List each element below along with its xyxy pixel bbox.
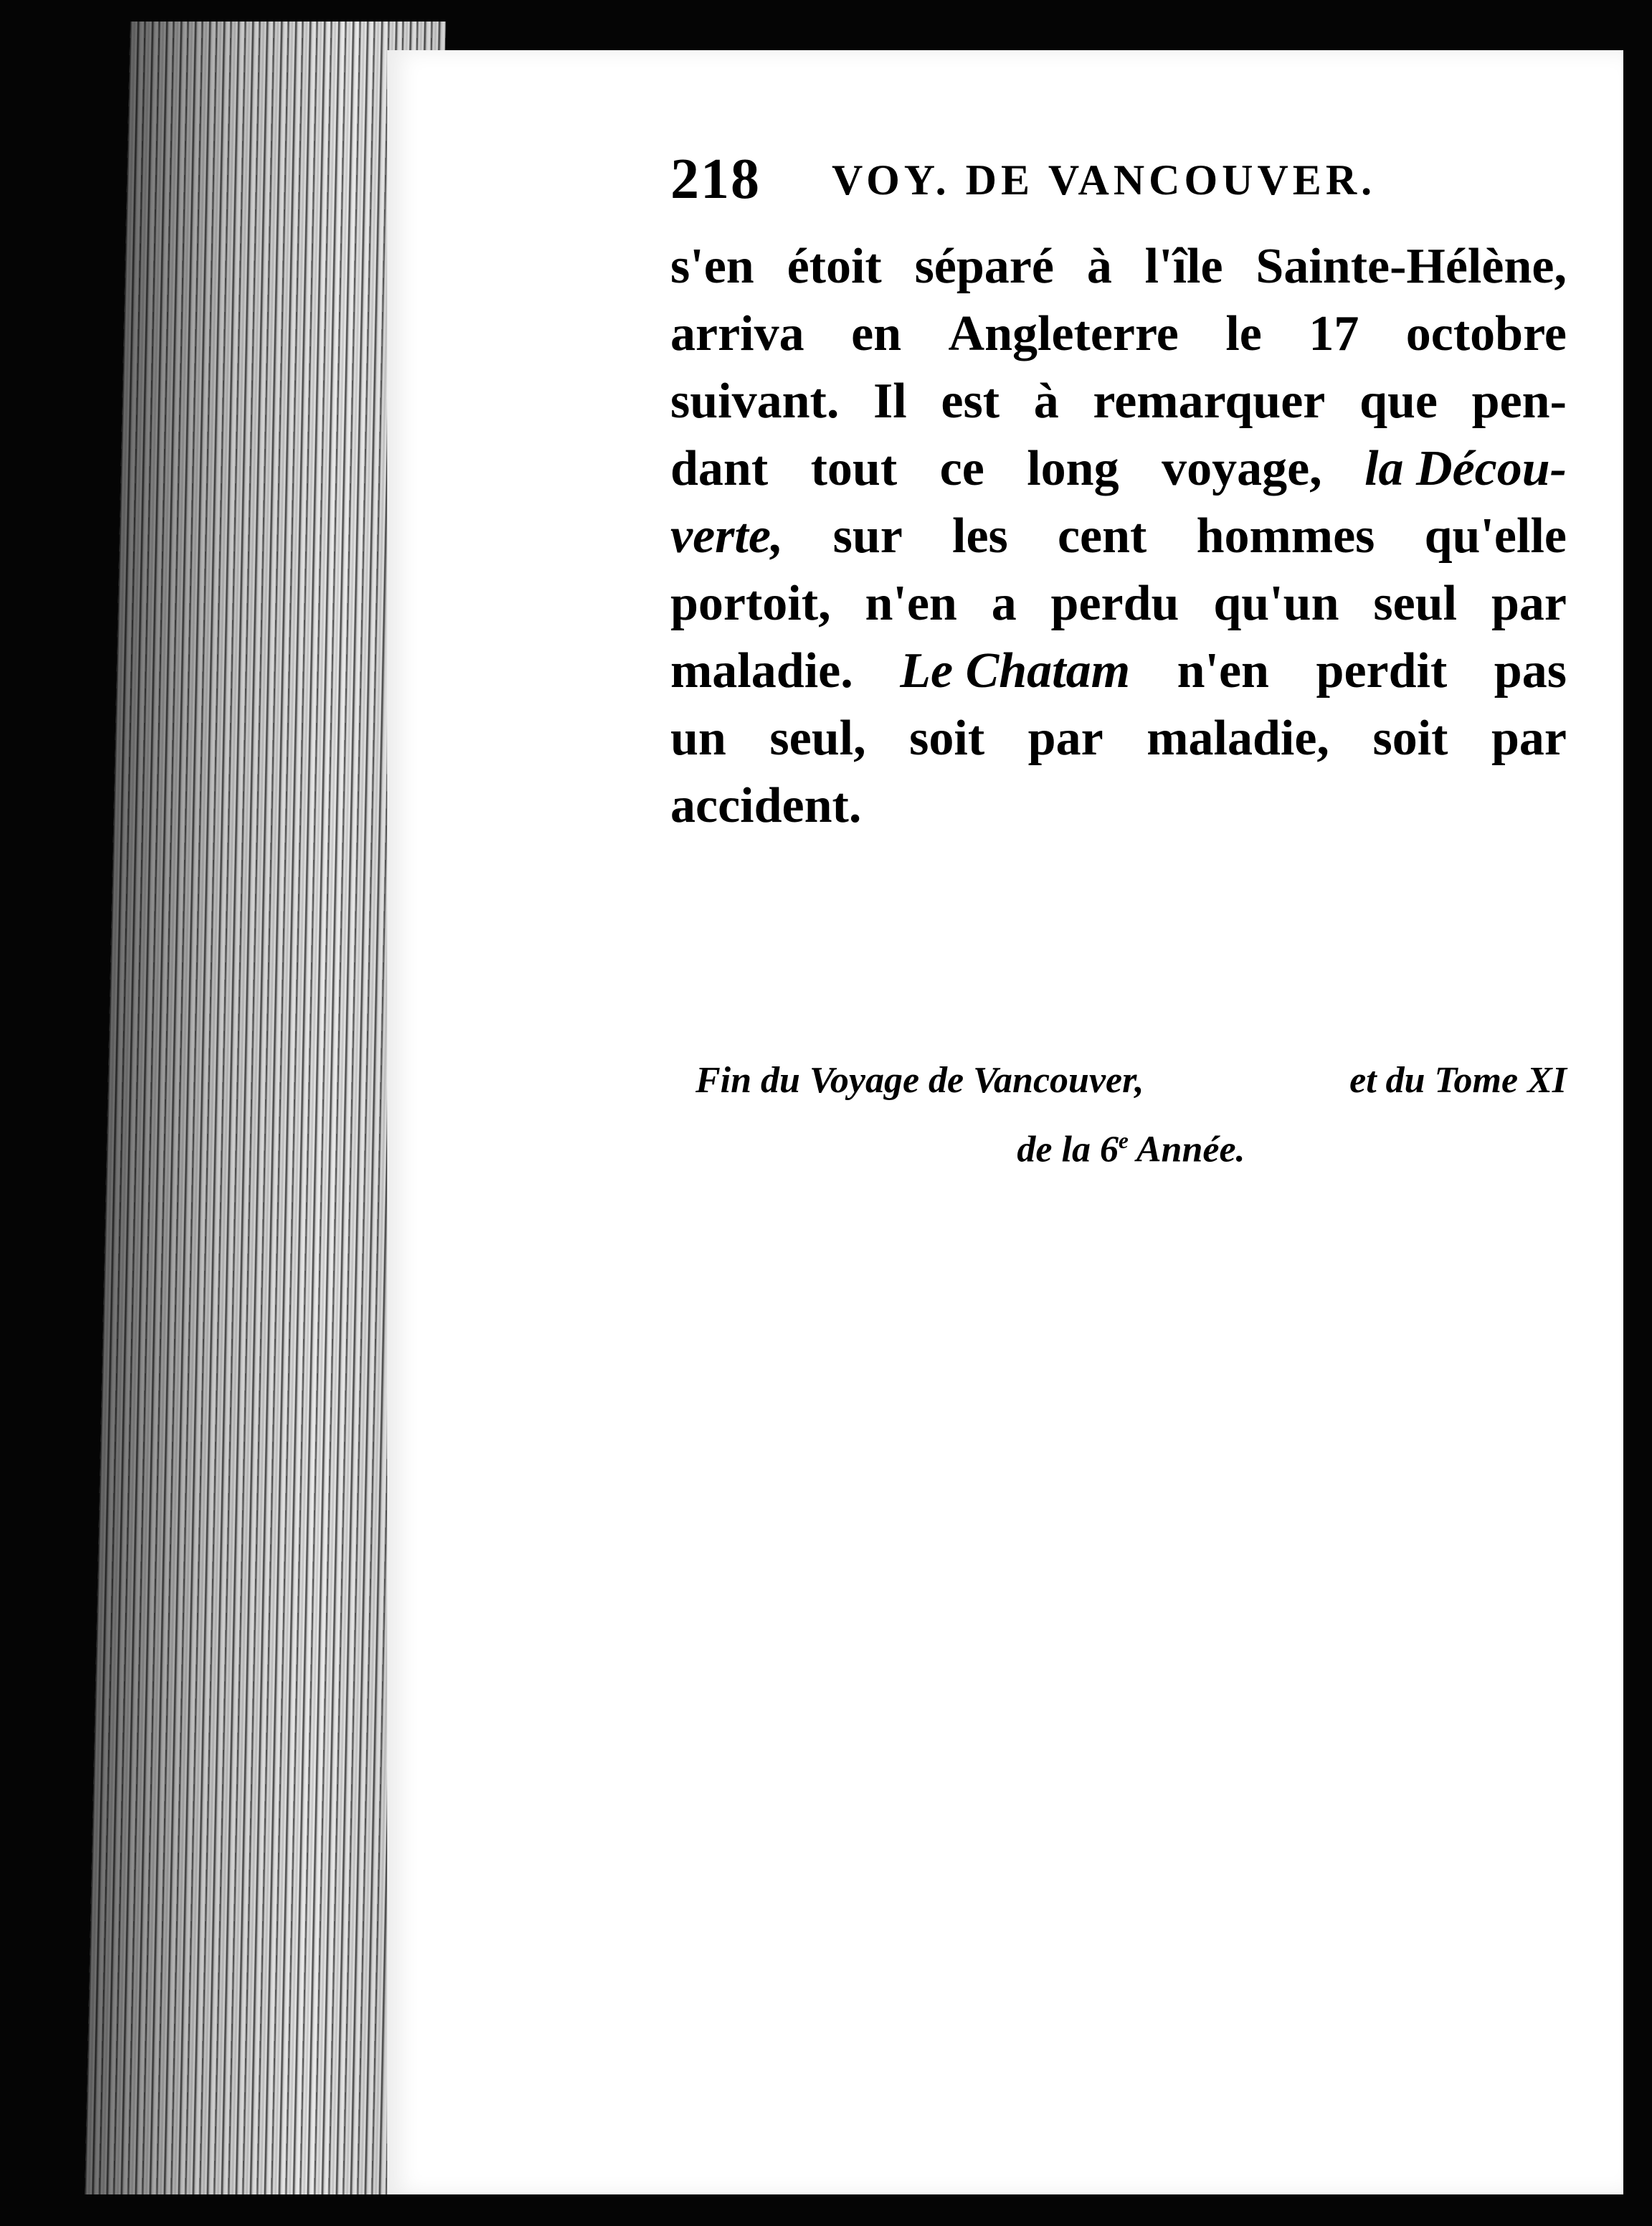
- colophon-line-1: [696, 1051, 1567, 1111]
- word: l'île: [1144, 239, 1223, 294]
- text-line: [670, 368, 1567, 435]
- text-line: [670, 503, 1567, 570]
- body-paragraph: [670, 233, 1567, 840]
- word: maladie.: [670, 643, 853, 698]
- running-head: [670, 147, 1603, 226]
- word: en: [851, 306, 902, 361]
- colophon-part-1: Fin du Voyage de Vancouver,: [696, 1060, 1144, 1101]
- word: soit: [909, 711, 985, 766]
- text-line: [670, 772, 1567, 840]
- italic-word: verte,: [670, 508, 784, 564]
- word: hommes: [1196, 508, 1375, 564]
- colophon: [696, 1051, 1567, 1180]
- word: étoit: [787, 239, 882, 294]
- colophon-line-2: [696, 1111, 1567, 1180]
- word: seul: [1373, 576, 1458, 631]
- text-line: [670, 570, 1567, 638]
- running-title: VOY. DE VANCOUVER.: [832, 156, 1377, 204]
- word: sur: [832, 508, 903, 564]
- word: a: [991, 576, 1017, 631]
- word: séparé: [914, 239, 1054, 294]
- word: perdu: [1050, 576, 1179, 631]
- word: pen-: [1471, 374, 1567, 429]
- word: qu'un: [1213, 576, 1339, 631]
- word: cent: [1057, 508, 1147, 564]
- italic-word: Le Chatam: [900, 643, 1131, 698]
- word: arriva: [670, 306, 804, 361]
- page-number: 218: [670, 148, 761, 211]
- word: tout: [810, 441, 898, 496]
- word: soit: [1372, 711, 1448, 766]
- word: est: [941, 374, 1000, 429]
- word: perdit: [1316, 643, 1448, 698]
- word: par: [1027, 711, 1103, 766]
- text-line: [670, 233, 1567, 300]
- italic-word: la Décou-: [1364, 441, 1567, 496]
- colophon-line-2-prefix: de la 6: [1017, 1129, 1119, 1170]
- word: le: [1225, 306, 1262, 361]
- word: les: [952, 508, 1008, 564]
- word: à: [1086, 239, 1112, 294]
- word: par: [1491, 576, 1567, 631]
- word: s'en: [670, 239, 754, 294]
- word: portoit,: [670, 576, 831, 631]
- word: remarquer: [1093, 374, 1326, 429]
- word: long: [1027, 441, 1119, 496]
- word: qu'elle: [1424, 508, 1567, 564]
- text-line: [670, 705, 1567, 772]
- colophon-superscript: e: [1118, 1128, 1129, 1153]
- word: que: [1359, 374, 1438, 429]
- word: ce: [939, 441, 984, 496]
- text-line: [670, 300, 1567, 368]
- word: par: [1491, 711, 1567, 766]
- word: dant: [670, 441, 769, 496]
- colophon-part-2: et du Tome XI: [1349, 1060, 1567, 1101]
- word: Il: [873, 374, 907, 429]
- word: seul,: [769, 711, 866, 766]
- printed-page: [387, 50, 1623, 2194]
- word: suivant.: [670, 374, 840, 429]
- word: pas: [1494, 643, 1567, 698]
- word: voyage,: [1162, 441, 1322, 496]
- word: Sainte-Hélène,: [1255, 239, 1567, 294]
- word: maladie,: [1147, 711, 1329, 766]
- text-line: [670, 638, 1567, 705]
- word: n'en: [865, 576, 957, 631]
- word: 17: [1309, 306, 1359, 361]
- word: à: [1033, 374, 1059, 429]
- word: un: [670, 711, 726, 766]
- word: accident.: [670, 778, 862, 833]
- colophon-line-2-suffix: Année.: [1128, 1129, 1245, 1170]
- text-line: [670, 435, 1567, 503]
- word: octobre: [1405, 306, 1567, 361]
- word: Angleterre: [948, 306, 1179, 361]
- word: n'en: [1177, 643, 1269, 698]
